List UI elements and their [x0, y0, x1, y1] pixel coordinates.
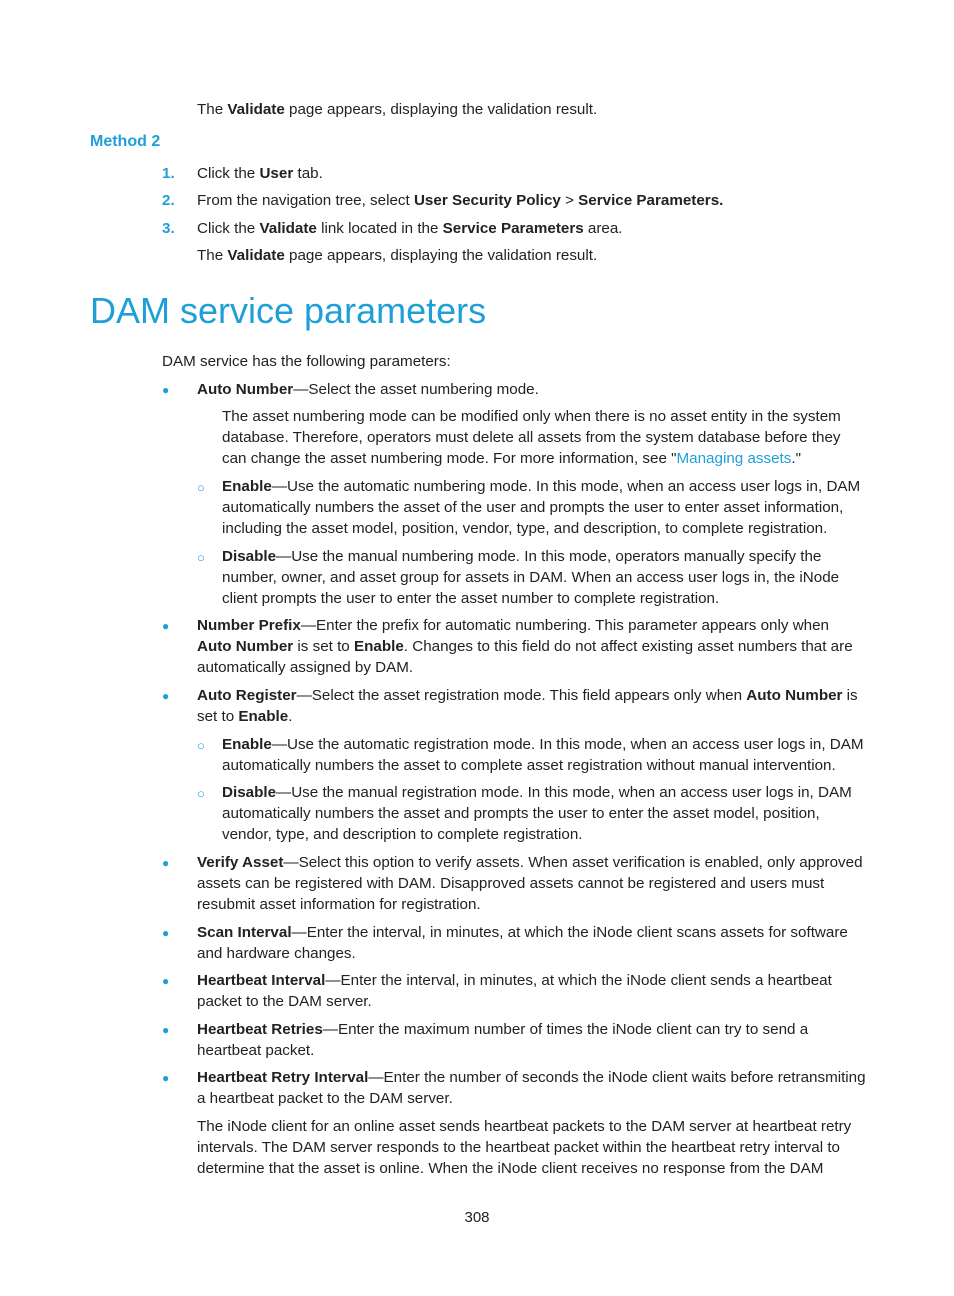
auto-register-enable: Enable—Use the automatic registration mode. In this mode, when an access user logs in, DAM automatically numbers the asset to complete asset registration without manual intervention.	[222, 736, 864, 774]
managing-assets-link[interactable]: Managing assets	[676, 450, 792, 467]
heartbeat-retry-note: The iNode client for an online asset sends heartbeat packets to the DAM server at heartbeat retry intervals. The DAM server responds to the heartbeat packet within the heartbeat retry interval to determine that the asset is online. When the iNode client receives no response from the DAM	[197, 1118, 852, 1177]
param-scan-interval: Scan Interval—Enter the interval, in minutes, at which the iNode client scans assets for software and hardware changes.	[197, 924, 848, 962]
bullet-dot-icon: ●	[162, 619, 170, 633]
step-number: 1.	[162, 165, 175, 182]
bullet-dot-icon: ●	[162, 974, 170, 988]
step-number: 3.	[162, 220, 175, 237]
validate-result-text: The Validate page appears, displaying the validation result.	[197, 101, 598, 118]
auto-register-disable: Disable—Use the manual registration mode. In this mode, when an access user logs in, DAM automatically numbers the asset and prompts the user to enter the asset model, position, vendor, type, and description to complete registration.	[222, 784, 852, 843]
param-auto-register: Auto Register—Select the asset registration mode. This field appears only when Auto Number is set to Enable.	[197, 687, 858, 725]
step-result-text: The Validate page appears, displaying the validation result.	[197, 247, 598, 264]
method2-heading: Method 2	[90, 133, 161, 150]
bullet-dot-icon: ●	[162, 689, 170, 703]
param-verify-asset: Verify Asset—Select this option to verify assets. When asset verification is enabled, only approved assets can be registered with DAM. Disapproved assets cannot be registered and users must resubmit asset information for registration.	[197, 854, 863, 913]
page-number: 308	[464, 1209, 490, 1226]
circle-bullet-icon: ○	[197, 550, 205, 565]
step-number: 2.	[162, 192, 175, 209]
bullet-dot-icon: ●	[162, 1071, 170, 1085]
param-heartbeat-retry-interval: Heartbeat Retry Interval—Enter the number of seconds the iNode client waits before retransmiting a heartbeat packet to the DAM server.	[197, 1069, 866, 1107]
section-title: DAM service parameters	[90, 290, 487, 331]
bullet-dot-icon: ●	[162, 383, 170, 397]
step-text: Click the User tab.	[197, 165, 323, 182]
param-heartbeat-retries: Heartbeat Retries—Enter the maximum number of times the iNode client can try to send a heartbeat packet.	[197, 1021, 809, 1059]
auto-number-disable: Disable—Use the manual numbering mode. In this mode, operators manually specify the number, owner, and asset group for assets in DAM. When an access user logs in, the iNode client prompts the user to enter the asset number to complete registration.	[222, 548, 840, 607]
step-text: From the navigation tree, select User Security Policy > Service Parameters.	[197, 192, 724, 209]
param-heartbeat-interval: Heartbeat Interval—Enter the interval, in minutes, at which the iNode client sends a heartbeat packet to the DAM server.	[197, 972, 832, 1010]
circle-bullet-icon: ○	[197, 480, 205, 495]
bullet-dot-icon: ●	[162, 926, 170, 940]
param-auto-number: Auto Number—Select the asset numbering mode.	[197, 381, 539, 398]
section-intro: DAM service has the following parameters:	[162, 353, 451, 370]
auto-number-note: The asset numbering mode can be modified only when there is no asset entity in the system database. Therefore, operators must delete all assets from the system database before they can change the asset numbering mode. For more information, see "Managing assets."	[222, 408, 841, 467]
auto-number-enable: Enable—Use the automatic numbering mode. In this mode, when an access user logs in, DAM automatically numbers the asset of the user and prompts the user to enter asset information, including the asset model, position, vendor, type, and description, to complete registration.	[222, 478, 861, 537]
circle-bullet-icon: ○	[197, 738, 205, 753]
step-text: Click the Validate link located in the Service Parameters area.	[197, 220, 623, 237]
bullet-dot-icon: ●	[162, 856, 170, 870]
bullet-dot-icon: ●	[162, 1023, 170, 1037]
circle-bullet-icon: ○	[197, 786, 205, 801]
param-number-prefix: Number Prefix—Enter the prefix for automatic numbering. This parameter appears only when Auto Number is set to Enable. Changes to this field do not affect existing asset numbers that are automatically assigned by DAM.	[197, 617, 853, 676]
